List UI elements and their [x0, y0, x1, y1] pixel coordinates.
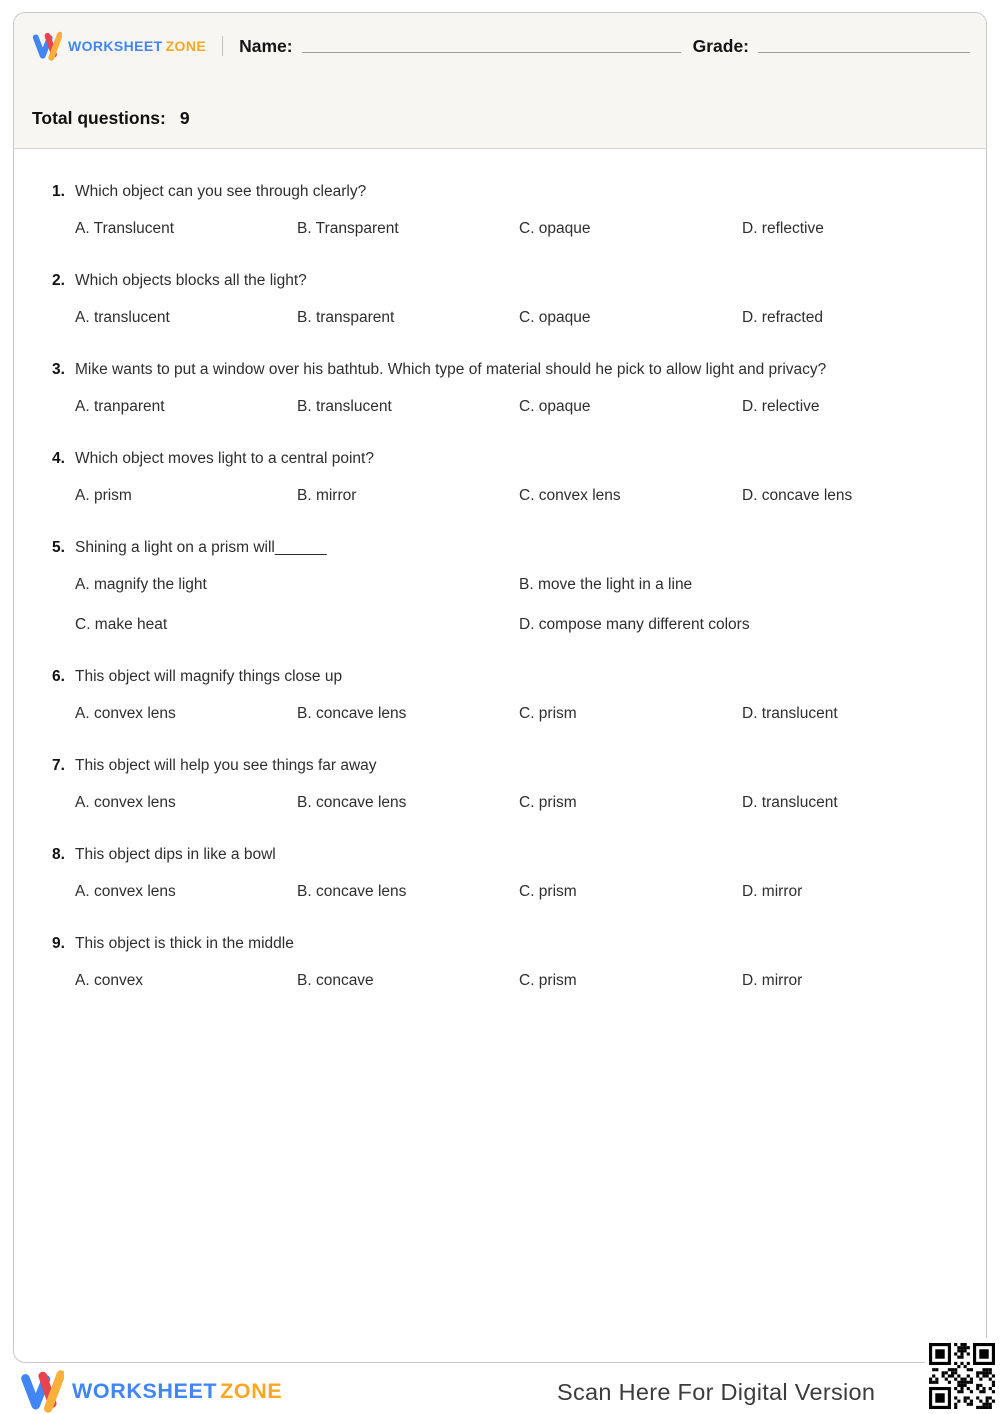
- question-line: [52, 357, 956, 382]
- answer-option: A. magnify the light: [75, 576, 207, 593]
- questions-list: [14, 149, 986, 991]
- question-number: 6.: [52, 668, 65, 685]
- grade-label: Grade:: [692, 35, 749, 56]
- question-line: [52, 753, 956, 778]
- question-text: This object will help you see things far away: [75, 757, 377, 774]
- answer-option: A. tranparent: [75, 398, 165, 415]
- answer-option: A. convex lens: [75, 794, 176, 811]
- brand-w-icon: [20, 1368, 64, 1414]
- question-text: Shining a light on a prism will______: [75, 539, 327, 556]
- answer-option: D. reflective: [742, 220, 824, 237]
- options-row: [75, 308, 956, 328]
- question-line: [52, 446, 956, 471]
- scan-slogan: Scan Here For Digital Version: [557, 1379, 876, 1405]
- question-text: Which object moves light to a central point?: [75, 450, 374, 467]
- options-row: [75, 219, 956, 239]
- brand-logo-text: [68, 38, 206, 54]
- total-questions: [32, 108, 190, 129]
- options-row: [75, 486, 956, 506]
- name-field-line: [302, 40, 681, 53]
- question-text: Mike wants to put a window over his bathtub. Which type of material should he pick to allow light and privacy?: [75, 361, 827, 378]
- answer-option: D. translucent: [742, 705, 838, 722]
- brand-name-secondary: ZONE: [220, 1378, 283, 1403]
- question-number: 4.: [52, 450, 65, 467]
- options-row: [75, 971, 956, 991]
- question-block: [52, 179, 956, 239]
- grade-field-line: [758, 40, 970, 53]
- answer-option: C. opaque: [519, 220, 591, 237]
- question-number: 9.: [52, 935, 65, 952]
- question-text: Which object can you see through clearly?: [75, 183, 367, 200]
- answer-option: D. compose many different colors: [519, 616, 750, 633]
- question-block: [52, 753, 956, 813]
- options-row: [75, 397, 956, 417]
- answer-option: B. concave: [297, 972, 374, 989]
- answer-option: D. mirror: [742, 972, 803, 989]
- answer-option: B. mirror: [297, 487, 357, 504]
- question-number: 2.: [52, 272, 65, 289]
- answer-option: A. Translucent: [75, 220, 175, 237]
- question-block: [52, 357, 956, 417]
- answer-option: D. relective: [742, 398, 820, 415]
- answer-option: A. convex lens: [75, 883, 176, 900]
- question-block: [52, 842, 956, 902]
- question-line: [52, 664, 956, 689]
- total-questions-value: 9: [179, 108, 190, 128]
- question-block: [52, 535, 956, 635]
- answer-option: B. transparent: [297, 309, 395, 326]
- question-block: [52, 268, 956, 328]
- question-number: 5.: [52, 539, 65, 556]
- brand-name-primary: WORKSHEET: [72, 1378, 218, 1403]
- answer-option: A. convex: [75, 972, 144, 989]
- answer-option: C. convex lens: [519, 487, 621, 504]
- brand-logo: [32, 30, 206, 62]
- answer-option: D. translucent: [742, 794, 838, 811]
- question-text: Which objects blocks all the light?: [75, 272, 307, 289]
- question-number: 1.: [52, 183, 65, 200]
- qr-code: [925, 1338, 998, 1414]
- question-line: [52, 179, 956, 204]
- header-row: [32, 29, 970, 63]
- answer-option: D. concave lens: [742, 487, 853, 504]
- question-line: [52, 842, 956, 867]
- answer-option: C. make heat: [75, 616, 168, 633]
- answer-option: B. Transparent: [297, 220, 399, 237]
- brand-name-secondary: ZONE: [165, 38, 207, 54]
- answer-option: C. prism: [519, 794, 577, 811]
- answer-option: D. refracted: [742, 309, 823, 326]
- answer-option: C. prism: [519, 705, 577, 722]
- brand-w-icon: [32, 30, 62, 62]
- worksheet-card: [13, 12, 987, 1363]
- header-divider: [222, 36, 223, 56]
- answer-option: C. prism: [519, 883, 577, 900]
- answer-option: A. convex lens: [75, 705, 176, 722]
- question-line: [52, 268, 956, 293]
- question-block: [52, 931, 956, 991]
- answer-option: C. opaque: [519, 398, 591, 415]
- question-block: [52, 664, 956, 724]
- total-questions-label: Total questions:: [32, 108, 166, 128]
- question-text: This object is thick in the middle: [75, 935, 294, 952]
- qr-code-image: [929, 1343, 995, 1409]
- brand-name-primary: WORKSHEET: [68, 38, 163, 54]
- options-row: [75, 793, 956, 813]
- answer-option: A. translucent: [75, 309, 170, 326]
- options-row: [75, 575, 956, 635]
- answer-option: D. mirror: [742, 883, 803, 900]
- answer-option: B. move the light in a line: [519, 576, 693, 593]
- card-header-section: [14, 13, 986, 149]
- question-number: 3.: [52, 361, 65, 378]
- question-line: [52, 931, 956, 956]
- footer-brand-logo-text: [72, 1379, 282, 1404]
- options-row: [75, 704, 956, 724]
- name-label: Name:: [239, 35, 293, 56]
- question-block: [52, 446, 956, 506]
- answer-option: C. opaque: [519, 309, 591, 326]
- question-number: 7.: [52, 757, 65, 774]
- options-row: [75, 882, 956, 902]
- answer-option: B. concave lens: [297, 794, 407, 811]
- question-line: [52, 535, 956, 560]
- answer-option: B. translucent: [297, 398, 392, 415]
- answer-option: C. prism: [519, 972, 577, 989]
- question-text: This object dips in like a bowl: [75, 846, 276, 863]
- answer-option: A. prism: [75, 487, 132, 504]
- question-number: 8.: [52, 846, 65, 863]
- answer-option: B. concave lens: [297, 883, 407, 900]
- answer-option: B. concave lens: [297, 705, 407, 722]
- footer-brand-logo: [20, 1368, 282, 1414]
- question-text: This object will magnify things close up: [75, 668, 343, 685]
